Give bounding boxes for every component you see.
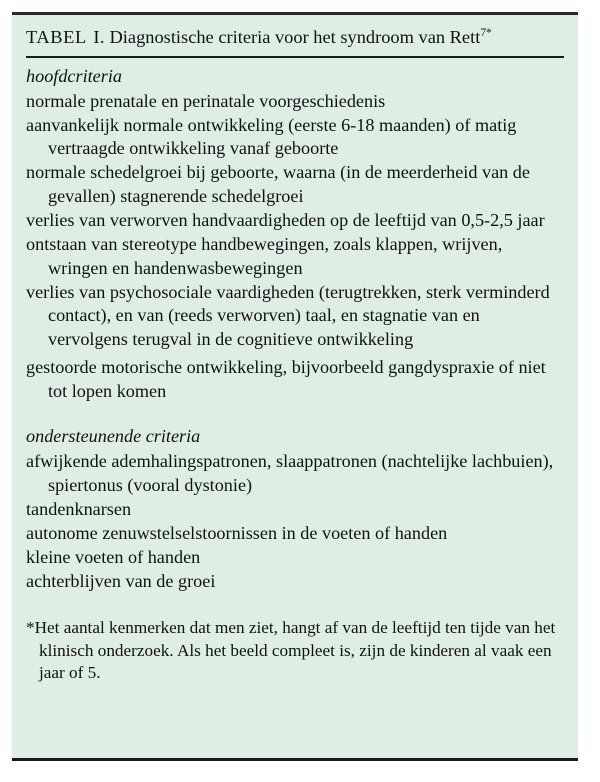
- list-item: verlies van psychosociale vaardigheden (terugtrekken, sterk verminderd contact), en van (reeds verworven) taal, en stagnatie van en vervolgens terugval in de cognitieve ontwikkeling: [26, 281, 550, 349]
- table-body: [12, 58, 578, 684]
- table-figure: [12, 12, 578, 761]
- list-item: tandenknarsen: [26, 498, 132, 519]
- caption-label: TABEL: [26, 27, 87, 47]
- list-item: normale schedelgroei bij geboorte, waarna (in de meerderheid van de gevallen) stagnerende schedelgroei: [26, 162, 530, 206]
- section-heading-hoofdcriteria: hoofdcriteria: [26, 65, 122, 86]
- list-item: kleine voeten of handen: [26, 546, 201, 567]
- list-item: achterblijven van de groei: [26, 570, 216, 591]
- table-caption: [12, 15, 578, 56]
- caption-number: I.: [93, 27, 105, 47]
- list-item: ontstaan van stereotype handbewegingen, zoals klappen, wrijven, wringen en handenwasbewegingen: [26, 233, 503, 278]
- ondersteunende-criteria-list: [26, 450, 564, 593]
- list-item: normale prenatale en perinatale voorgeschiedenis: [26, 90, 386, 111]
- list-item: gestoorde motorische ontwikkeling, bijvoorbeeld gangdyspraxie of niet tot lopen komen: [26, 357, 546, 401]
- list-item: afwijkende ademhalingspatronen, slaappatronen (nachtelijke lachbuien), spiertonus (vooral dystonie): [26, 451, 554, 495]
- caption-text: Diagnostische criteria voor het syndroom van Rett: [109, 27, 481, 47]
- list-item: aanvankelijk normale ontwikkeling (eerste 6-18 maanden) of matig vertraagde ontwikkeling vanaf geboorte: [26, 114, 517, 159]
- list-item: verlies van verworven handvaardigheden op de leeftijd van 0,5-2,5 jaar: [26, 209, 545, 230]
- section-heading-ondersteunende-criteria: ondersteunende criteria: [26, 426, 201, 447]
- hoofdcriteria-list: [26, 90, 564, 404]
- table-footnote: *Het aantal kenmerken dat men ziet, hangt af van de leeftijd ten tijde van het klinisch onderzoek. Als het beeld compleet is, zijn de kinderen al vaak een jaar of 5.: [26, 618, 556, 682]
- caption-superscript: 7*: [480, 26, 492, 39]
- list-item: autonome zenuwstelselstoornissen in de voeten of handen: [26, 522, 448, 543]
